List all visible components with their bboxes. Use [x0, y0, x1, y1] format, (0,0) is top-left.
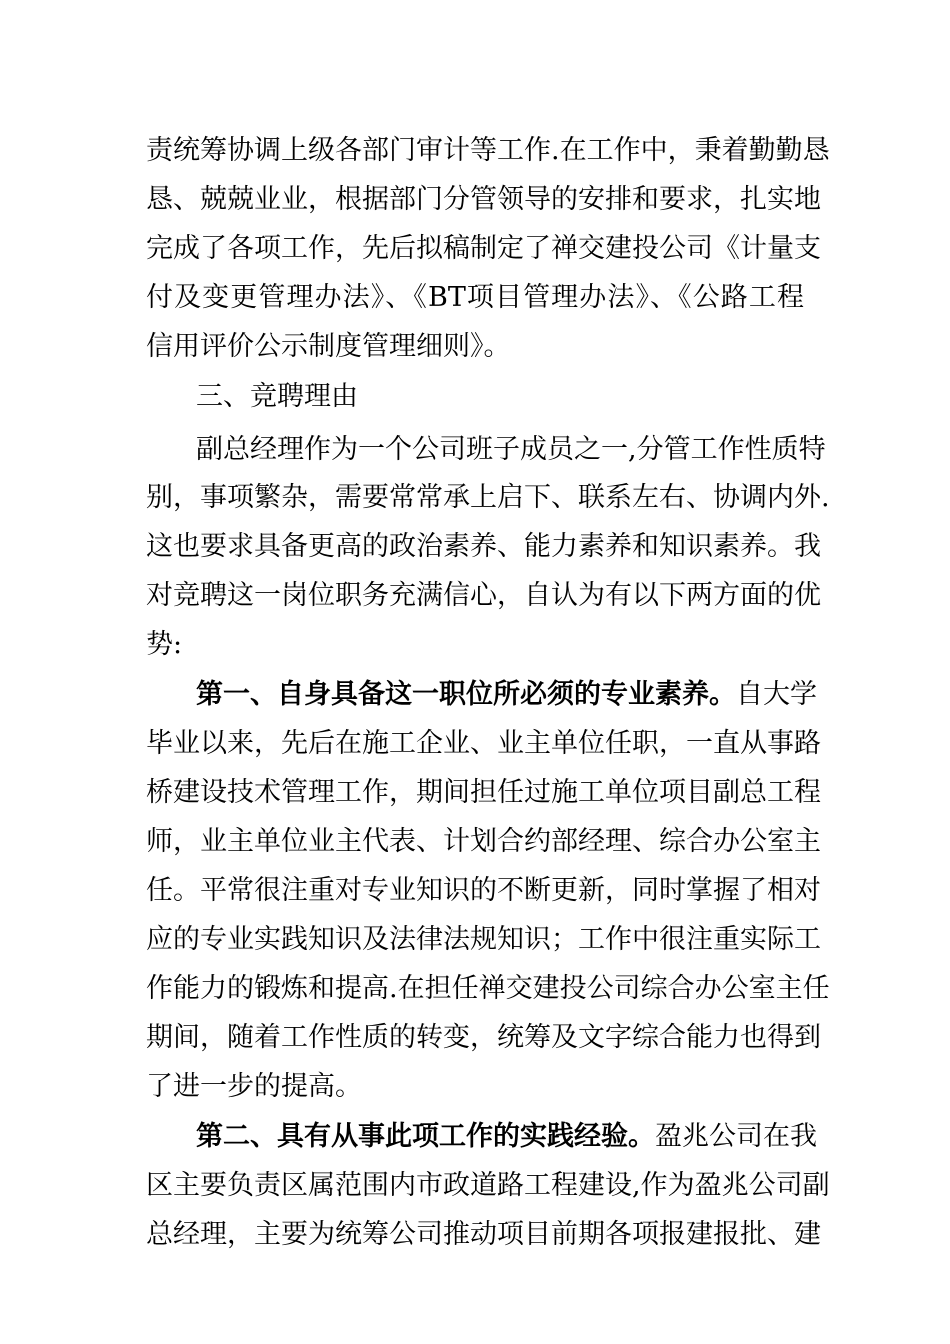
first-line-rest: 盈兆公司在我 [655, 1121, 817, 1152]
paragraph-line: 别，事项繁杂，需要常常承上启下、联系左右、协调内外. [146, 482, 830, 513]
paragraph-line: 应的专业实践知识及法律法规知识；工作中很注重实际工 [146, 924, 821, 955]
bold-lead: 第二、具有从事此项工作的实践经验。 [196, 1121, 655, 1152]
paragraph-line: 恳、兢兢业业，根据部门分管领导的安排和要求，扎实地 [146, 184, 821, 215]
paragraph-line: 作能力的锻炼和提高.在担任禅交建投公司综合办公室主任 [146, 973, 830, 1004]
paragraph-line: 势: [146, 629, 183, 660]
paragraph-line: 责统筹协调上级各部门审计等工作.在工作中，秉着勤勤恳 [146, 135, 830, 166]
paragraph-line: 任。平常很注重对专业知识的不断更新，同时掌握了相对 [146, 875, 821, 906]
first-line-rest: 自大学 [736, 679, 817, 710]
paragraph-first-line [196, 1119, 817, 1155]
paragraph-line: 这也要求具备更高的政治素养、能力素养和知识素养。我 [146, 531, 821, 562]
paragraph-line: 总经理，主要为统筹公司推动项目前期各项报建报批、建 [146, 1219, 821, 1250]
paragraph-line: 完成了各项工作，先后拟稿制定了禅交建投公司《计量支 [146, 233, 821, 264]
bold-lead: 第一、自身具备这一职位所必须的专业素养。 [196, 679, 736, 710]
paragraph-line: 付及变更管理办法》、《BT项目管理办法》、《公路工程 [146, 282, 804, 313]
paragraph-line: 副总经理作为一个公司班子成员之一,分管工作性质特 [196, 434, 826, 465]
paragraph-line: 毕业以来，先后在施工企业、业主单位任职，一直从事路 [146, 728, 821, 759]
paragraph-line: 了进一步的提高。 [146, 1071, 362, 1102]
paragraph-line: 对竞聘这一岗位职务充满信心，自认为有以下两方面的优 [146, 580, 821, 611]
paragraph-line: 师，业主单位业主代表、计划合约部经理、综合办公室主 [146, 826, 821, 857]
paragraph-line: 桥建设技术管理工作，期间担任过施工单位项目副总工程 [146, 777, 821, 808]
paragraph-line: 期间，随着工作性质的转变，统筹及文字综合能力也得到 [146, 1022, 821, 1053]
section-heading: 三、竞聘理由 [196, 381, 358, 412]
paragraph-line: 区主要负责区属范围内市政道路工程建设,作为盈兆公司副 [146, 1170, 830, 1201]
paragraph-first-line [196, 677, 817, 713]
paragraph-line: 信用评价公示制度管理细则》。 [146, 331, 511, 362]
